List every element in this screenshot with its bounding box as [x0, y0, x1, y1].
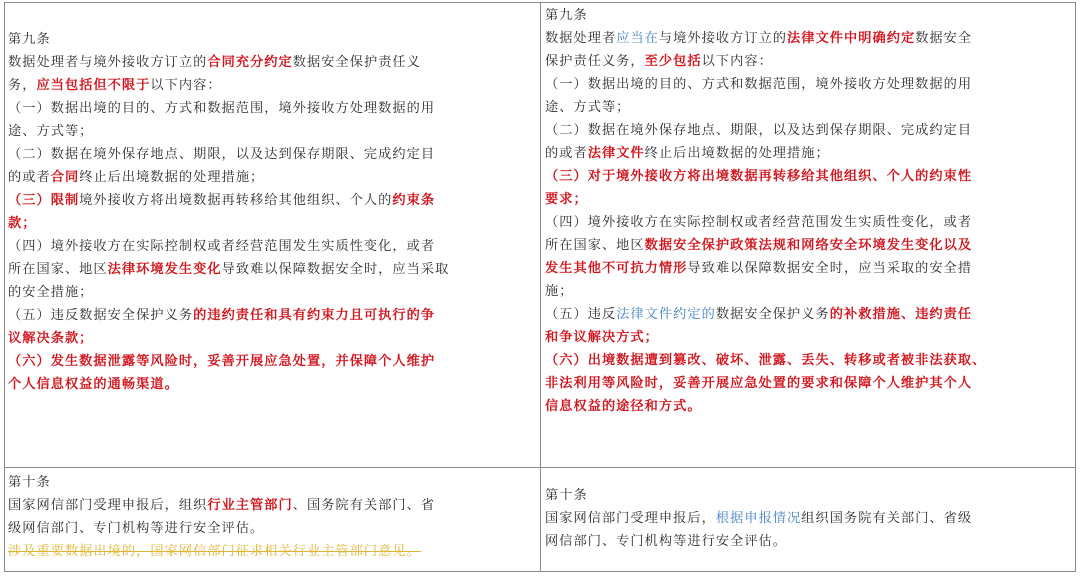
article-heading: 第九条 — [545, 8, 588, 23]
text-line: 级网信部门、专门机构等进行安全评估。 — [8, 521, 265, 536]
text-line: 务，应当包括但不限于以下内容： — [8, 78, 222, 93]
text-line: 的或者法律文件终止后出境数据的处理措施； — [545, 146, 830, 161]
text-line: （二）数据在境外保存地点、期限，以及达到保存期限、完成约定目 — [8, 147, 436, 162]
text-line: （六）出境数据遭到篡改、破坏、泄露、丢失、转移或者被非法获取、 — [545, 353, 987, 368]
text-line: 的安全措施； — [8, 285, 94, 300]
deleted-text-line: 涉及重要数据出境的，国家网信部门征求相关行业主管部门意见。 — [8, 544, 421, 559]
article-heading: 第十条 — [8, 475, 51, 490]
text-line: （四）境外接收方在实际控制权或者经营范围发生实质性变化，或者 — [545, 215, 973, 230]
text-line: 信息权益的途径和方式。 — [545, 399, 702, 414]
text-line: 议解决条款； — [8, 331, 94, 346]
column-divider — [540, 3, 541, 571]
text-line: 要求； — [545, 192, 588, 207]
right-article-9-cell — [545, 4, 1067, 418]
text-line: （一）数据出境的目的、方式和数据范围，境外接收方处理数据的用 — [545, 77, 973, 92]
left-article-10-cell — [8, 471, 530, 563]
text-line: 数据处理者与境外接收方订立的合同充分约定数据安全保护责任义 — [8, 55, 421, 70]
text-line: （三）对于境外接收方将出境数据再转移给其他组织、个人的约束性 — [545, 169, 973, 184]
article-heading: 第九条 — [8, 32, 51, 47]
text-line: （二）数据在境外保存地点、期限，以及达到保存期限、完成约定目 — [545, 123, 973, 138]
text-line: （五）违反法律文件约定的数据安全保护义务的补救措施、违约责任 — [545, 307, 973, 322]
text-line: 所在国家、地区法律环境发生变化导致难以保障数据安全时，应当采取 — [8, 262, 450, 277]
text-line: 的或者合同终止后出境数据的处理措施； — [8, 170, 265, 185]
text-line: 发生其他不可抗力情形导致难以保障数据安全时，应当采取的安全措 — [545, 261, 973, 276]
text-line: 个人信息权益的通畅渠道。 — [8, 377, 179, 392]
text-line: 款； — [8, 216, 37, 231]
text-line: （三）限制境外接收方将出境数据再转移给其他组织、个人的约束条 — [8, 193, 436, 208]
text-line: （一）数据出境的目的、方式和数据范围，境外接收方处理数据的用 — [8, 101, 436, 116]
text-line: 网信部门、专门机构等进行安全评估。 — [545, 534, 788, 549]
text-line: （五）违反数据安全保护义务的违约责任和具有约束力且可执行的争 — [8, 308, 436, 323]
text-line: 非法利用等风险时，妥善开展应急处置的要求和保障个人维护其个人 — [545, 376, 973, 391]
text-line: （六）发生数据泄露等风险时，妥善开展应急处置，并保障个人维护 — [8, 354, 436, 369]
text-line: 保护责任义务，至少包括以下内容： — [545, 54, 773, 69]
text-line: 施； — [545, 284, 574, 299]
text-line: 国家网信部门受理申报后，根据申报情况组织国务院有关部门、省级 — [545, 511, 973, 526]
left-article-9-cell — [8, 28, 530, 396]
text-line: 和争议解决方式； — [545, 330, 659, 345]
row-divider — [5, 467, 1075, 468]
text-line: 国家网信部门受理申报后，组织行业主管部门、国务院有关部门、省 — [8, 498, 436, 513]
text-line: 途、方式等； — [545, 100, 631, 115]
text-line: （四）境外接收方在实际控制权或者经营范围发生实质性变化，或者 — [8, 239, 436, 254]
right-article-10-cell — [545, 484, 1067, 553]
text-line: 所在国家、地区数据安全保护政策法规和网络安全环境发生变化以及 — [545, 238, 973, 253]
text-line: 数据处理者应当在与境外接收方订立的法律文件中明确约定数据安全 — [545, 31, 973, 46]
text-line: 途、方式等； — [8, 124, 94, 139]
article-heading: 第十条 — [545, 488, 588, 503]
